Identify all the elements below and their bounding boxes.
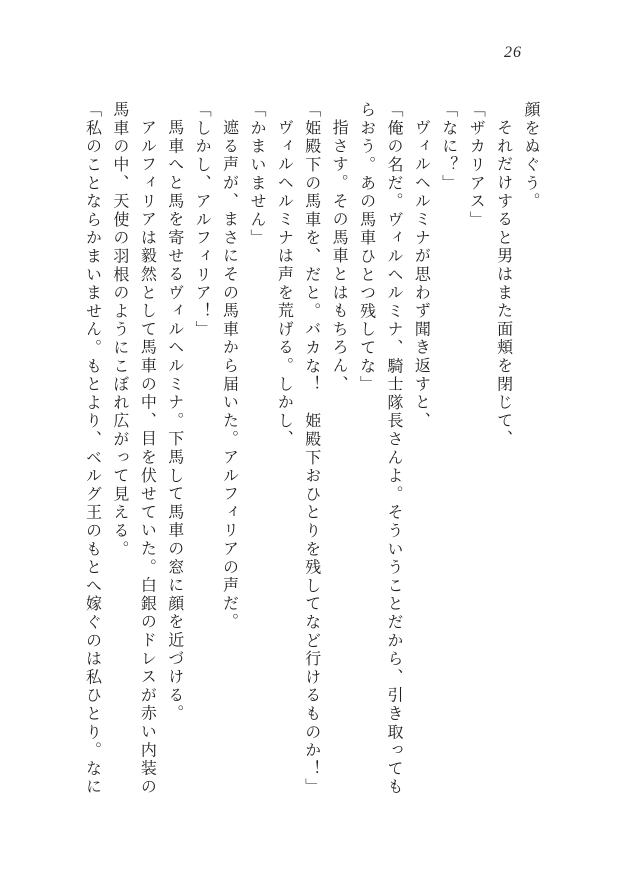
body-text <box>78 101 544 803</box>
paragraph-6: 「俺の名だ。ヴィルヘルミナ、騎士隊長さんよ。そういうことだから、引き取ってもらおう。あの馬車ひとつ残してな」 <box>357 101 402 797</box>
paragraph-9: ヴィルヘルミナは声を荒げる。しかし、 <box>275 119 293 449</box>
paragraph-2: それだけすると男はまた面頬を閉じて、 <box>494 119 512 449</box>
paragraph-15: 「私のことならかまいません。もとより、ベルグ王のもとへ嫁ぐのは私ひとり。なに <box>83 101 101 797</box>
paragraph-8: 「姫殿下の馬車を、だと。バカな！ 姫殿下おひとりを残してなど行けるものか！」 <box>302 101 320 797</box>
paragraph-11: 遮る声が、まさにその馬車から届いた。アルフィリアの声だ。 <box>220 119 238 632</box>
page-number: 26 <box>504 44 522 61</box>
paragraph-1: 顔をぬぐう。 <box>522 101 539 211</box>
paragraph-10: 「かまいません」 <box>247 101 265 248</box>
paragraph-13: 馬車へと馬を寄せるヴィルヘルミナ。下馬して馬車の窓に顔を近づける。 <box>165 119 183 724</box>
paragraph-12: 「しかし、アルフィリア！」 <box>193 101 211 339</box>
paragraph-5: ヴィルヘルミナが思わず聞き返すと、 <box>412 119 430 431</box>
paragraph-4: 「なに？」 <box>439 101 457 193</box>
paragraph-14: アルフィリアは毅然として馬車の中、目を伏せていた。白銀のドレスが赤い内装の馬車の中、天使の羽根のようにこぼれ広がって見える。 <box>110 101 156 797</box>
paragraph-3: 「ザカリアス」 <box>467 101 485 230</box>
paragraph-7: 指さす。その馬車とはもちろん、 <box>330 119 348 394</box>
